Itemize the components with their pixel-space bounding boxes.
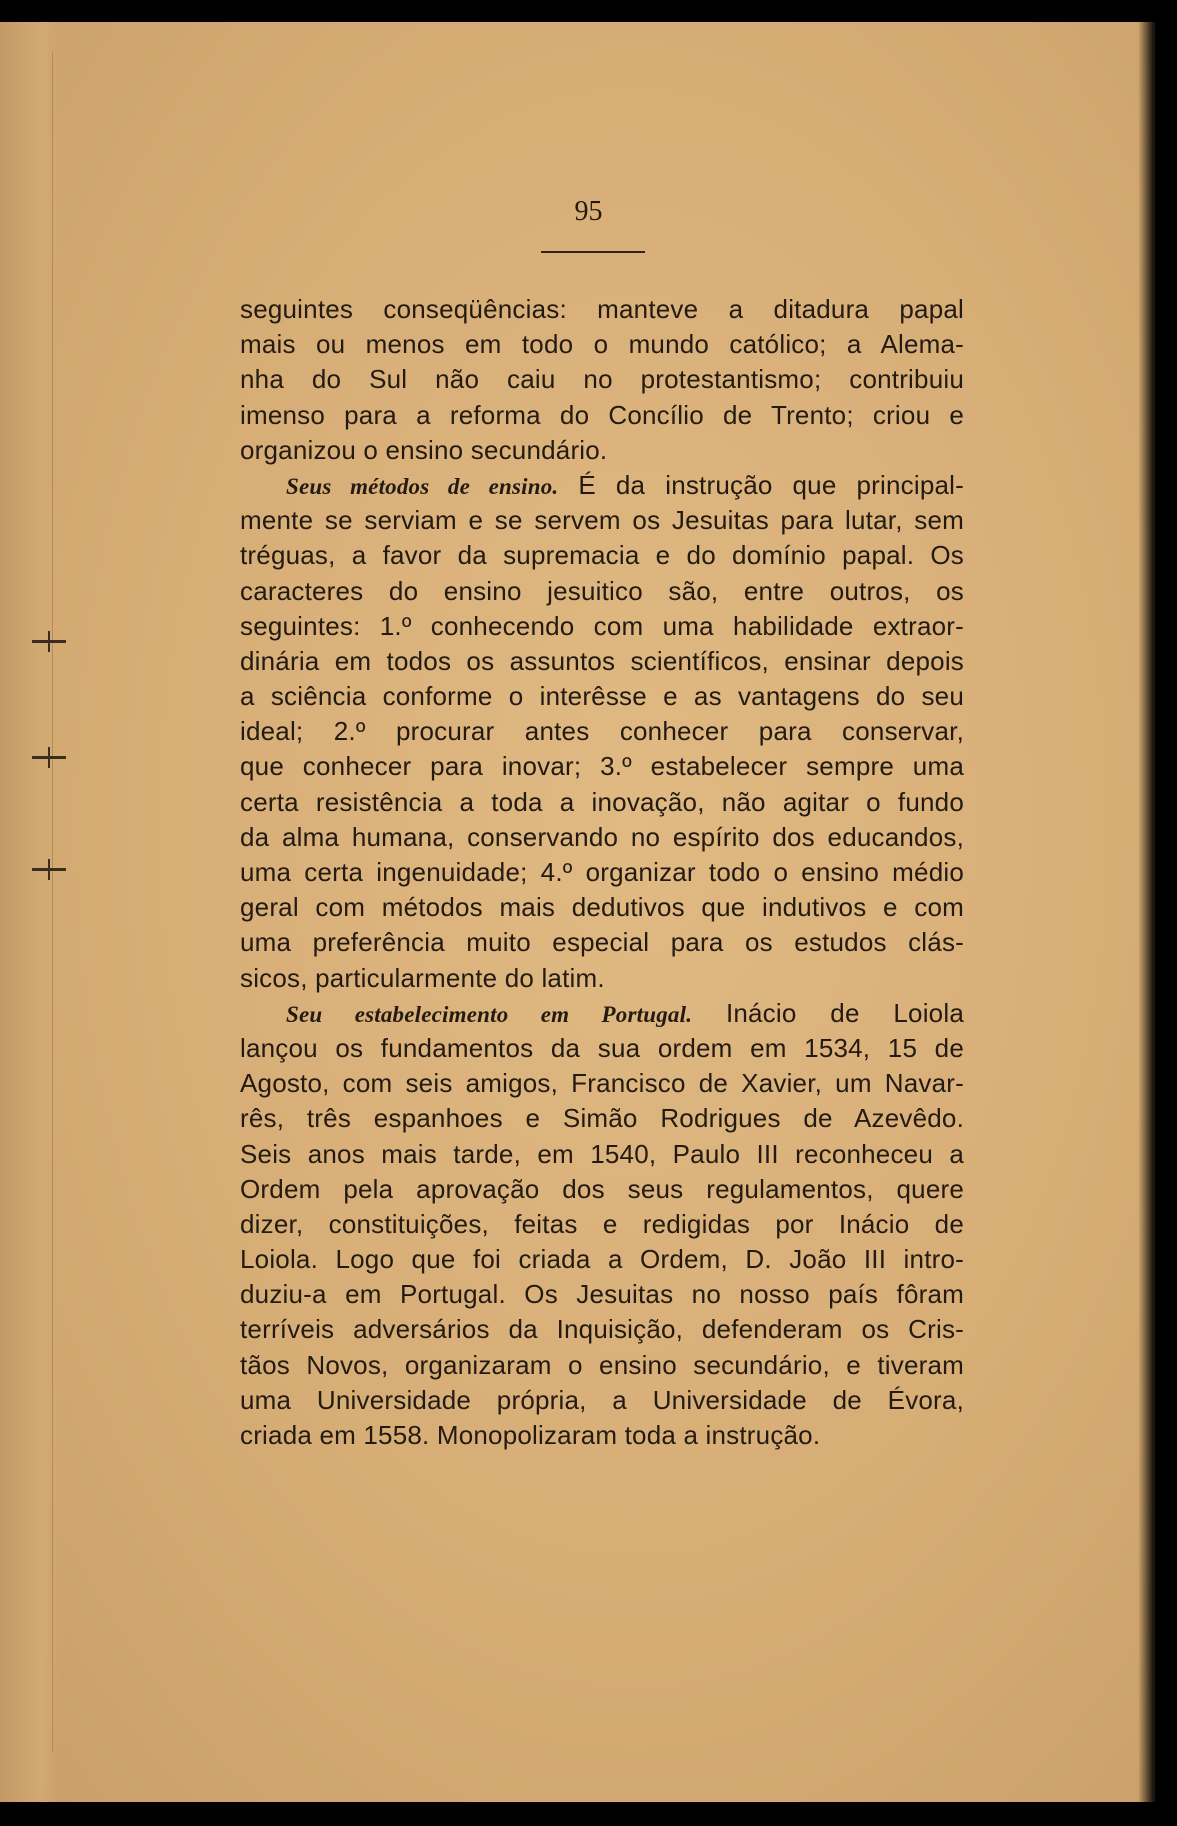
text-line: sicos, particularmente do latim. [240,962,605,993]
text-line: uma Universidade própria, a Universidade de Évora, [240,1384,964,1415]
page-number-rule [541,251,645,253]
binding-mark [32,868,66,871]
text-line: da alma humana, conservando no espírito dos educandos, [240,821,964,852]
gutter-fold-line [52,52,53,1752]
paragraph-first-line [240,468,964,503]
text-line: uma preferência muito especial para os estudos clás- [240,927,964,958]
text-line: mais ou menos em todo o mundo católico; a Alema- [240,329,964,360]
text-line: lançou os fundamentos da sua ordem em 1534, 15 de [240,1032,964,1063]
page-number: 95 [574,196,603,227]
text-line: seguintes conseqüências: manteve a ditadura papal [240,294,964,324]
text-line: a sciência conforme o interêsse e as vantagens do seu [240,681,964,712]
text-line: caracteres do ensino jesuitico são, entre outros, os [240,575,964,606]
text-line: tãos Novos, organizaram o ensino secundário, e tiveram [240,1349,964,1380]
text-line: rês, três espanhoes e Simão Rodrigues de Azevêdo. [240,1103,964,1134]
text-line: Loiola. Logo que foi criada a Ordem, D. João III intro- [240,1244,964,1275]
text-line: geral com métodos mais dedutivos que indutivos e com [240,892,964,923]
binding-mark [32,640,66,643]
text-line: dizer, constituições, feitas e redigidas por Inácio de [240,1208,964,1239]
text-line: que conhecer para inovar; 3.º estabelecer sempre uma [240,751,964,782]
text-line: criada em 1558. Monopolizaram toda a instrução. [240,1420,821,1450]
paragraph-first-line [240,996,964,1031]
page-edge-shadow [1138,22,1152,1802]
page-gutter [0,22,60,1802]
text-run: É da instrução que principal- [578,469,964,500]
text-line: dinária em todos os assuntos scientíficos, ensinar depois [240,645,964,676]
section-heading: Seus métodos de ensino. [286,473,559,499]
text-line: seguintes: 1.º conhecendo com uma habilidade extraor- [240,610,964,641]
text-line: organizou o ensino secundário. [240,434,608,465]
binding-mark [32,756,66,759]
text-line: terríveis adversários da Inquisição, defenderam os Cris- [240,1314,964,1345]
section-heading: Seu estabelecimento em Portugal. [286,1001,693,1027]
text-line: duziu-a em Portugal. Os Jesuitas no nosso país fôram [240,1279,964,1310]
text-line: uma certa ingenuidade; 4.º organizar todo o ensino médio [240,857,964,887]
body-text [240,292,964,1453]
text-line: tréguas, a favor da supremacia e do domínio papal. Os [240,540,964,571]
text-line: mente se serviam e se servem os Jesuitas para lutar, sem [240,505,964,536]
text-line: Agosto, com seis amigos, Francisco de Xavier, um Navar- [240,1068,964,1099]
text-line: certa resistência a toda a inovação, não agitar o fundo [240,786,964,817]
text-line: nha do Sul não caiu no protestantismo; contribuiu [240,364,964,395]
text-line: Ordem pela aprovação dos seus regulamentos, quere [240,1173,964,1204]
text-line: ideal; 2.º procurar antes conhecer para conservar, [240,716,964,747]
text-run: Inácio de Loiola [725,997,964,1028]
text-line: Seis anos mais tarde, em 1540, Paulo III reconheceu a [240,1138,964,1169]
text-line: imenso para a reforma do Concílio de Trento; criou e [240,399,964,430]
